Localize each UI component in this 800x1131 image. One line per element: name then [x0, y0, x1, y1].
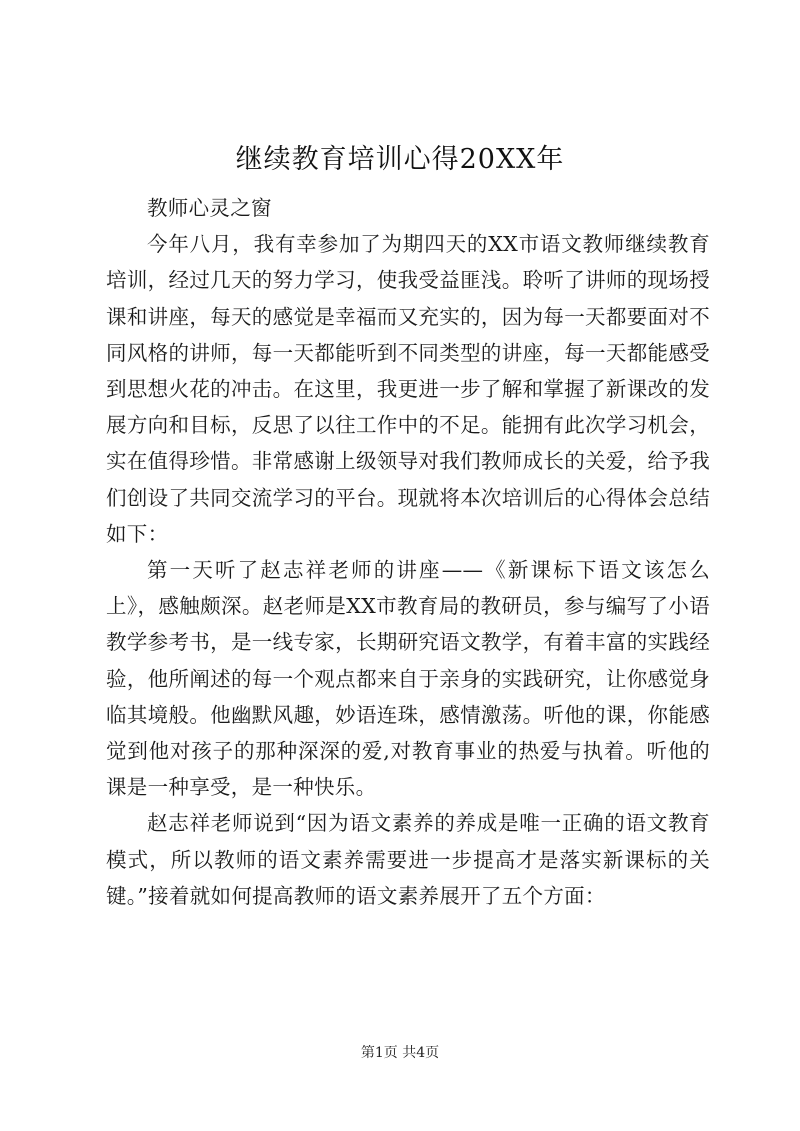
paragraph-source: 教师心灵之窗 [147, 196, 272, 220]
paragraph-quote: 赵志祥老师说到“因为语文素养的养成是唯一正确的语文教育模式，所以教师的语文素养需要进一步提高才是落实新课标的关键。”接着就如何提高教师的语文素养展开了五个方面： [106, 811, 710, 908]
page-number-footer: 第1页 共4页 [360, 1045, 440, 1061]
document-body [106, 190, 710, 914]
document-title: 继续教育培训心得20XX年 [235, 144, 565, 175]
paragraph-first-day: 第一天听了赵志祥老师的讲座——《新课标下语文该怎么上》，感触颇深。赵老师是XX市教育局的教研员，参与编写了小语教学参考书，是一线专家，长期研究语文教学，有着丰富的实践经验，他所阐述的每一个观点都来自于亲身的实践研究，让你感觉身临其境般。他幽默风趣，妙语连珠，感情激荡。听他的课，你能感觉到他对孩子的那种深深的爱,对教育事业的热爱与执着。听他的课是一种享受，是一种快乐。 [106, 558, 710, 800]
paragraph-intro: 今年八月，我有幸参加了为期四天的XX市语文教师继续教育培训，经过几天的努力学习，使我受益匪浅。聆听了讲师的现场授课和讲座，每天的感觉是幸福而又充实的，因为每一天都要面对不同风格的讲师，每一天都能听到不同类型的讲座，每一天都能感受到思想火花的冲击。在这里，我更进一步了解和掌握了新课改的发展方向和目标，反思了以往工作中的不足。能拥有此次学习机会，实在值得珍惜。非常感谢上级领导对我们教师成长的关爱，给予我们创设了共同交流学习的平台。现就将本次培训后的心得体会总结如下： [106, 232, 710, 546]
